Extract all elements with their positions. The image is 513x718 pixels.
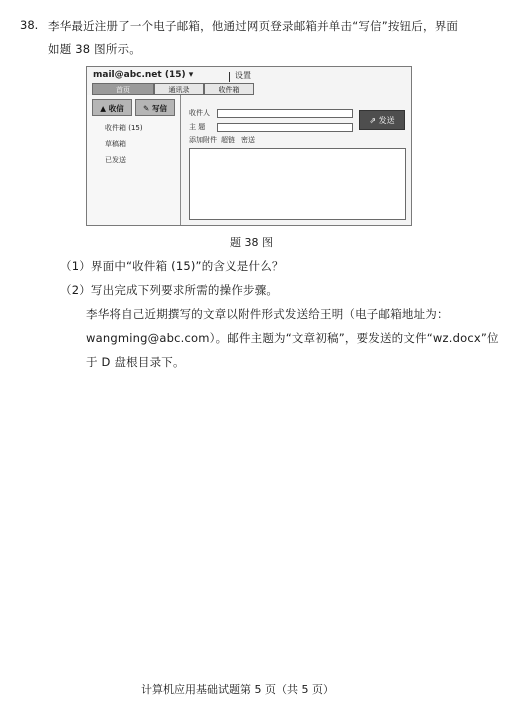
recipient-label: 收件人 bbox=[189, 109, 210, 117]
bcc-link[interactable]: 密送 bbox=[241, 136, 255, 144]
sub-question-2-line1: 李华将自己近期撰写的文章以附件形式发送给王明（电子邮箱地址为： bbox=[86, 307, 449, 321]
receive-button-label: 收信 bbox=[108, 104, 124, 113]
pencil-icon: ✎ bbox=[143, 104, 150, 113]
divider bbox=[229, 72, 230, 82]
question-intro-line1: 李华最近注册了一个电子邮箱，他通过网页登录邮箱并单击“写信”按钮后，界面 bbox=[48, 19, 459, 33]
folder-drafts[interactable]: 草稿箱 bbox=[105, 140, 126, 148]
folder-sent[interactable]: 已发送 bbox=[105, 156, 126, 164]
folder-inbox[interactable]: 收件箱 (15) bbox=[105, 124, 143, 132]
sub-question-1: （1）界面中“收件箱 (15)”的含义是什么？ bbox=[60, 259, 284, 273]
receive-icon: ▲ bbox=[100, 104, 107, 113]
figure-caption: 题 38 图 bbox=[230, 236, 273, 249]
send-button-label: 发送 bbox=[378, 116, 395, 125]
account-label[interactable]: mail@abc.net (15) ▾ bbox=[93, 70, 194, 80]
folder-sidebar bbox=[87, 95, 181, 225]
hyperlink-link[interactable]: 超链 bbox=[221, 136, 235, 144]
receive-button[interactable] bbox=[92, 99, 132, 116]
recipient-input[interactable] bbox=[217, 109, 353, 118]
sub-question-2-line3: 于 D 盘根目录下。 bbox=[86, 355, 185, 369]
tab-bar bbox=[87, 83, 411, 95]
compose-button-label: 写信 bbox=[151, 104, 167, 113]
tab-home[interactable]: 首页 bbox=[92, 83, 154, 95]
email-client-figure bbox=[86, 66, 412, 226]
message-body-input[interactable] bbox=[189, 148, 406, 220]
sub-question-2-line2: wangming@abc.com）。邮件主题为“文章初稿”，要发送的文件“wz.docx”位 bbox=[86, 331, 499, 345]
question-number: 38. bbox=[20, 18, 39, 32]
send-button[interactable] bbox=[359, 110, 405, 130]
page-footer: 计算机应用基础试题第 5 页（共 5 页） bbox=[141, 683, 334, 696]
subject-label: 主 题 bbox=[189, 123, 206, 131]
sub-question-2: （2）写出完成下列要求所需的操作步骤。 bbox=[60, 283, 279, 297]
question-intro-line2: 如题 38 图所示。 bbox=[48, 42, 141, 56]
tab-contacts[interactable]: 通讯录 bbox=[154, 83, 204, 95]
attach-link[interactable]: 添加附件 bbox=[189, 136, 217, 144]
send-icon: ⇗ bbox=[369, 116, 377, 125]
compose-button[interactable] bbox=[135, 99, 175, 116]
subject-input[interactable] bbox=[217, 123, 353, 132]
settings-link[interactable]: 设置 bbox=[235, 71, 251, 80]
tab-inbox[interactable]: 收件箱 bbox=[204, 83, 254, 95]
